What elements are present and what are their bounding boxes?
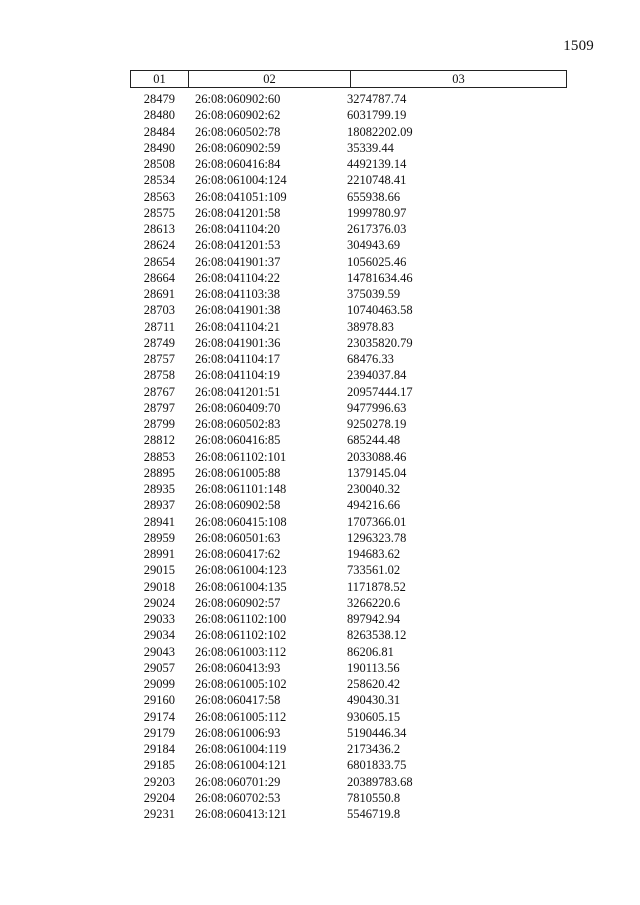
table-row: [130, 270, 567, 286]
cell-value: 5546719.8: [347, 807, 401, 821]
cell-id: 28654: [143, 254, 175, 269]
table-row: [130, 562, 567, 578]
cell-value: 1379145.04: [347, 465, 407, 480]
cell-value: 733561.02: [347, 563, 401, 578]
cell-id: 28479: [143, 92, 175, 106]
table-row: [130, 611, 567, 627]
cell-value: 68476.33: [347, 352, 394, 366]
cell-cadastral-number: 26:08:061004:119: [195, 742, 287, 756]
cell-cadastral-number: 26:08:060902:60: [195, 92, 281, 106]
cell-cadastral-number: 26:08:041901:36: [195, 335, 281, 350]
cell-value: 9477996.63: [347, 400, 407, 415]
cell-cadastral-number: 26:08:061102:101: [195, 449, 287, 464]
table-row: [130, 302, 567, 318]
cell-id: 28758: [143, 368, 175, 383]
cell-cadastral-number: 26:08:060902:62: [195, 108, 281, 123]
cell-cadastral-number: 26:08:061005:112: [195, 709, 287, 724]
table-row: [130, 286, 567, 302]
cell-id: 28797: [143, 400, 175, 415]
cell-value: 230040.32: [347, 482, 401, 496]
cell-value: 1707366.01: [347, 514, 407, 529]
cell-id: 29015: [143, 563, 175, 578]
table-row: [130, 741, 567, 757]
table-row: [130, 91, 567, 107]
cell-value: 2173436.2: [347, 742, 401, 756]
cell-cadastral-number: 26:08:041104:17: [195, 352, 280, 366]
table-row: [130, 725, 567, 741]
cell-cadastral-number: 26:08:041201:51: [195, 384, 281, 399]
table-row: [130, 237, 567, 253]
table-row: [130, 790, 567, 806]
cell-id: 28480: [143, 108, 175, 123]
table-row: [130, 449, 567, 465]
cell-value: 20389783.68: [347, 774, 413, 789]
cell-id: 28703: [143, 303, 175, 318]
cell-value: 930605.15: [347, 709, 401, 724]
cell-cadastral-number: 26:08:061005:102: [195, 677, 287, 691]
cell-value: 38978.83: [347, 319, 394, 334]
cell-id: 28563: [143, 189, 175, 204]
cell-value: 1171878.52: [347, 579, 406, 594]
table-row: [130, 497, 567, 513]
table-body: [130, 91, 567, 822]
column-header-01: 01: [131, 71, 189, 87]
cell-id: 28664: [143, 270, 175, 285]
cell-id: 28799: [143, 417, 175, 431]
cell-id: 28959: [143, 530, 175, 545]
table-row: [130, 595, 567, 611]
cell-cadastral-number: 26:08:060502:83: [195, 417, 281, 431]
cell-value: 14781634.46: [347, 270, 413, 285]
cell-value: 2033088.46: [347, 449, 407, 464]
cell-id: 28937: [143, 498, 175, 513]
cell-id: 28575: [143, 205, 175, 220]
cell-cadastral-number: 26:08:041201:53: [195, 238, 281, 253]
cell-cadastral-number: 26:08:061004:135: [195, 579, 287, 594]
cell-cadastral-number: 26:08:060409:70: [195, 400, 281, 415]
cell-value: 6801833.75: [347, 758, 407, 773]
cell-cadastral-number: 26:08:061004:121: [195, 758, 287, 773]
table-row: [130, 107, 567, 123]
cell-cadastral-number: 26:08:060502:78: [195, 124, 281, 139]
table-row: [130, 514, 567, 530]
cell-cadastral-number: 26:08:061101:148: [195, 482, 287, 496]
cell-id: 29179: [143, 725, 175, 740]
cell-id: 28991: [143, 547, 175, 561]
cell-id: 29033: [143, 612, 175, 626]
cell-value: 9250278.19: [347, 417, 407, 431]
cell-value: 2617376.03: [347, 222, 407, 236]
cell-value: 6031799.19: [347, 108, 407, 123]
cell-value: 20957444.17: [347, 384, 413, 399]
cell-cadastral-number: 26:08:041051:109: [195, 189, 287, 204]
cell-id: 28484: [143, 124, 175, 139]
cell-value: 86206.81: [347, 644, 394, 659]
table-row: [130, 335, 567, 351]
cell-id: 29160: [143, 693, 175, 708]
cell-id: 28941: [143, 514, 175, 529]
cell-value: 2394037.84: [347, 368, 407, 383]
cell-id: 29174: [143, 709, 175, 724]
cell-id: 29043: [143, 644, 175, 659]
cell-value: 23035820.79: [347, 335, 413, 350]
cell-id: 28711: [144, 319, 175, 334]
cell-value: 8263538.12: [347, 628, 407, 643]
table-row: [130, 432, 567, 448]
table-row: [130, 692, 567, 708]
table-row: [130, 774, 567, 790]
cell-value: 304943.69: [347, 238, 401, 253]
cell-cadastral-number: 26:08:060415:108: [195, 514, 287, 529]
cell-id: 28853: [143, 449, 175, 464]
cell-value: 5190446.34: [347, 725, 407, 740]
cell-id: 29034: [143, 628, 175, 643]
table-row: [130, 416, 567, 432]
cell-id: 29018: [143, 579, 175, 594]
table-row: [130, 709, 567, 725]
cell-cadastral-number: 26:08:060416:84: [195, 157, 281, 171]
column-header-02: 02: [189, 71, 351, 87]
table-row: [130, 676, 567, 692]
cell-value: 2210748.41: [347, 173, 407, 188]
cell-cadastral-number: 26:08:061004:123: [195, 563, 287, 578]
cell-cadastral-number: 26:08:061102:102: [195, 628, 287, 643]
cell-id: 28490: [143, 140, 175, 155]
table-row: [130, 172, 567, 188]
cell-cadastral-number: 26:08:061003:112: [195, 644, 287, 659]
table-row: [130, 757, 567, 773]
table-row: [130, 384, 567, 400]
cell-id: 28935: [143, 482, 175, 496]
page-number: 1509: [563, 38, 594, 54]
cell-value: 375039.59: [347, 287, 401, 301]
cell-value: 18082202.09: [347, 124, 413, 139]
table-header: [130, 70, 567, 88]
cell-value: 655938.66: [347, 189, 401, 204]
cell-value: 1056025.46: [347, 254, 407, 269]
cell-cadastral-number: 26:08:060701:29: [195, 774, 281, 789]
cell-cadastral-number: 26:08:041901:38: [195, 303, 281, 318]
cell-cadastral-number: 26:08:060902:57: [195, 595, 281, 610]
cell-cadastral-number: 26:08:041104:19: [195, 368, 280, 383]
cell-cadastral-number: 26:08:041104:20: [195, 222, 280, 236]
table-row: [130, 465, 567, 481]
column-header-03: 03: [452, 72, 465, 86]
cell-cadastral-number: 26:08:060413:93: [195, 660, 281, 675]
cell-value: 1296323.78: [347, 530, 407, 545]
table-row: [130, 400, 567, 416]
cell-cadastral-number: 26:08:060417:58: [195, 693, 281, 708]
cell-id: 28508: [143, 157, 175, 171]
cell-value: 190113.56: [347, 660, 400, 675]
cell-cadastral-number: 26:08:060902:58: [195, 498, 281, 513]
cell-id: 29057: [143, 660, 175, 675]
cell-cadastral-number: 26:08:060417:62: [195, 547, 281, 561]
cell-id: 28749: [143, 335, 175, 350]
table-row: [130, 481, 567, 497]
cell-cadastral-number: 26:08:041104:22: [195, 270, 280, 285]
table-row: [130, 627, 567, 643]
cell-cadastral-number: 26:08:041103:38: [195, 287, 280, 301]
cell-value: 4492139.14: [347, 157, 407, 171]
cell-value: 7810550.8: [347, 790, 401, 805]
cell-value: 35339.44: [347, 140, 394, 155]
cell-id: 28757: [143, 352, 175, 366]
cell-cadastral-number: 26:08:060902:59: [195, 140, 281, 155]
cell-id: 28691: [143, 287, 175, 301]
table-row: [130, 546, 567, 562]
cell-id: 29024: [143, 595, 175, 610]
cell-cadastral-number: 26:08:060501:63: [195, 530, 281, 545]
cell-cadastral-number: 26:08:041901:37: [195, 254, 281, 269]
cell-id: 28534: [143, 173, 175, 188]
table-row: [130, 530, 567, 546]
cell-value: 3274787.74: [347, 92, 407, 106]
cell-value: 194683.62: [347, 547, 401, 561]
cell-cadastral-number: 26:08:061005:88: [195, 465, 281, 480]
table-row: [130, 254, 567, 270]
table-row: [130, 189, 567, 205]
cell-value: 897942.94: [347, 612, 401, 626]
cell-cadastral-number: 26:08:041201:58: [195, 205, 281, 220]
cell-id: 29184: [143, 742, 175, 756]
cell-value: 10740463.58: [347, 303, 413, 318]
table-row: [130, 806, 567, 822]
table-row: [130, 579, 567, 595]
cell-id: 28895: [143, 465, 175, 480]
cell-id: 28613: [143, 222, 175, 236]
cell-cadastral-number: 26:08:060413:121: [195, 807, 287, 821]
cell-cadastral-number: 26:08:041104:21: [195, 319, 280, 334]
cell-cadastral-number: 26:08:061102:100: [195, 612, 287, 626]
cell-id: 28624: [143, 238, 175, 253]
table-row: [130, 644, 567, 660]
cell-id: 29204: [143, 790, 175, 805]
table-row: [130, 221, 567, 237]
cell-id: 29099: [143, 677, 175, 691]
table-row: [130, 351, 567, 367]
cell-id: 29203: [143, 774, 175, 789]
cell-id: 28812: [143, 433, 175, 448]
cell-value: 3266220.6: [347, 595, 401, 610]
cell-cadastral-number: 26:08:060702:53: [195, 790, 281, 805]
cell-id: 28767: [143, 384, 175, 399]
table-row: [130, 124, 567, 140]
table-row: [130, 205, 567, 221]
cell-value: 490430.31: [347, 693, 401, 708]
table-row: [130, 367, 567, 383]
cell-cadastral-number: 26:08:061006:93: [195, 725, 281, 740]
table-row: [130, 140, 567, 156]
cell-id: 29231: [143, 807, 175, 821]
cell-cadastral-number: 26:08:060416:85: [195, 433, 281, 448]
cell-value: 258620.42: [347, 677, 401, 691]
table-row: [130, 156, 567, 172]
cell-cadastral-number: 26:08:061004:124: [195, 173, 287, 188]
table-row: [130, 319, 567, 335]
cell-value: 1999780.97: [347, 205, 407, 220]
cell-value: 494216.66: [347, 498, 401, 513]
cell-value: 685244.48: [347, 433, 401, 448]
cell-id: 29185: [143, 758, 175, 773]
table-row: [130, 660, 567, 676]
